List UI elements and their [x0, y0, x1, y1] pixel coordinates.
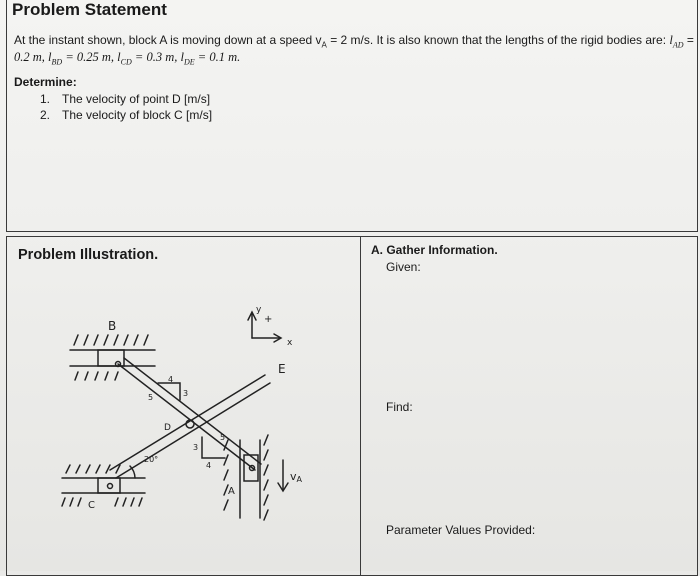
label-4b: 4 [206, 461, 212, 470]
label-a: A [228, 486, 235, 497]
statement-line-1 [14, 33, 694, 49]
label-5b: 5 [220, 433, 226, 442]
label-4a: 4 [168, 375, 174, 384]
l-ad-symbol: l [669, 33, 673, 47]
va-subscript: A [321, 40, 327, 50]
determine-item-text: The velocity of block C [m/s] [62, 108, 213, 122]
l-de-value: = 0.1 m. [194, 50, 241, 64]
determine-item [40, 108, 212, 122]
l-bd-subscript: BD [51, 57, 63, 67]
label-3a: 3 [183, 389, 189, 398]
determine-item-text: The velocity of point D [m/s] [62, 92, 211, 106]
support-b-lower-hatching [75, 372, 118, 380]
l-ad-value: 0.2 m, [14, 50, 49, 64]
l-cd-value: = 0.3 m, [131, 50, 181, 64]
label-3b: 3 [193, 443, 199, 452]
illustration-title: Problem Illustration. [18, 247, 159, 263]
velocity-subscript: A [296, 475, 302, 484]
given-label: Given: [386, 260, 421, 274]
label-5a: 5 [148, 393, 154, 402]
l-cd-subscript: CD [120, 57, 132, 67]
statement-text-1-tail: = 2 m/s. It is also known that the lengths of the rigid bodies are: [326, 33, 670, 47]
label-angle: 20° [144, 455, 159, 464]
velocity-label [290, 470, 303, 484]
axis-y-label: y [256, 305, 262, 315]
determine-item [40, 92, 210, 106]
velocity-symbol: v [290, 470, 297, 483]
axis-x-label: x [287, 338, 293, 348]
problem-statement-title: Problem Statement [12, 0, 167, 19]
slider-block-c [62, 478, 145, 493]
l-de-subscript: DE [183, 57, 195, 67]
statement-text-1: At the instant shown, block A is moving down at a speed v [14, 33, 322, 47]
gather-information-title: A. Gather Information. [371, 243, 498, 257]
l-cd-symbol: l [117, 50, 121, 64]
label-e: E [278, 362, 286, 376]
support-b-hatching [74, 335, 148, 345]
l-bd-value: = 0.25 m, [62, 50, 118, 64]
determine-item-number: 1. [40, 92, 51, 106]
l-de-symbol: l [180, 50, 184, 64]
mechanism-sketch [40, 290, 360, 540]
velocity-arrow-a [278, 460, 288, 491]
l-bd-symbol: l [48, 50, 52, 64]
guide-a [224, 435, 268, 520]
find-label: Find: [386, 400, 413, 414]
determine-item-number: 2. [40, 108, 51, 122]
l-ad-equals: = [683, 33, 694, 47]
support-c-lower-hatching [62, 498, 142, 506]
parameter-values-label: Parameter Values Provided: [386, 523, 536, 537]
statement-line-2 [14, 50, 240, 67]
slider-block-b [70, 350, 155, 367]
l-ad-subscript: AD [672, 40, 684, 50]
axis-plus-label: + [264, 314, 273, 325]
label-d: D [164, 423, 171, 433]
determine-label: Determine: [14, 75, 77, 89]
label-b: B [108, 319, 117, 333]
label-c: C [88, 500, 95, 511]
